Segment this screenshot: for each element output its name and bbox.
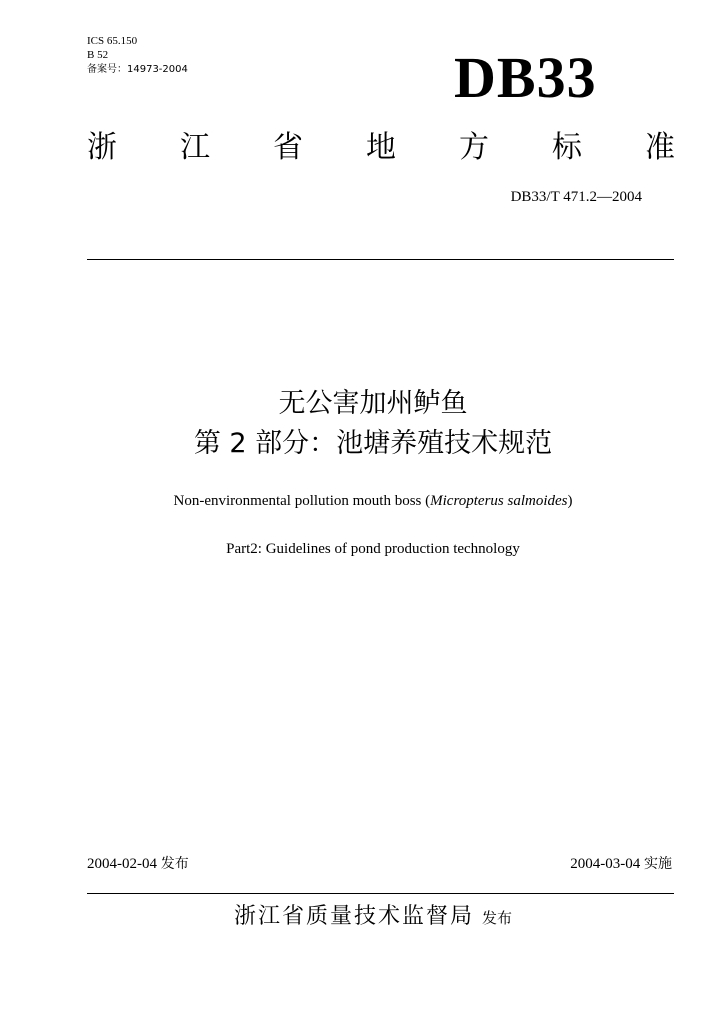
bottom-divider — [87, 893, 674, 894]
implementation-date-label: 实施 — [644, 856, 672, 872]
standard-logo: DB33 — [454, 45, 597, 110]
top-divider — [87, 259, 674, 260]
standard-type-char: 方 — [459, 130, 489, 165]
issuer-name: 浙江省质量技术监督局 — [233, 904, 474, 929]
standard-number: DB33/T 471.2—2004 — [510, 189, 642, 205]
standard-type-char: 标 — [552, 130, 582, 165]
title-main-en-prefix: Non-environmental pollution mouth boss ( — [173, 493, 431, 509]
standard-type-char: 江 — [180, 130, 210, 165]
title-main-en — [0, 492, 724, 510]
title-main-cn: 无公害加州鲈鱼 — [278, 388, 468, 419]
issue-date-label: 发布 — [160, 856, 189, 872]
title-part-cn: 第 2 部分：池塘养殖技术规范 — [193, 428, 553, 459]
implementation-date — [570, 855, 672, 873]
issue-date-value: 2004-02-04 — [87, 856, 157, 872]
issuer-suffix: 发布 — [482, 909, 513, 927]
ccs-code: B 52 — [87, 49, 109, 61]
record-number: 备案号：14973-2004 — [87, 64, 188, 75]
title-part-en: Part2: Guidelines of pond production technology — [226, 541, 520, 557]
standard-type-char: 地 — [366, 130, 396, 165]
issuing-authority — [0, 902, 724, 932]
standard-type-heading — [87, 128, 675, 168]
species-name: Micropterus salmoides — [430, 493, 568, 509]
title-main-en-suffix: ) — [567, 493, 573, 509]
standard-type-char: 浙 — [87, 130, 117, 165]
standard-type-char: 省 — [273, 130, 303, 165]
ics-code: ICS 65.150 — [87, 35, 138, 47]
standard-type-char: 准 — [645, 130, 675, 165]
issue-date — [87, 855, 189, 873]
implementation-date-value: 2004-03-04 — [570, 856, 641, 872]
